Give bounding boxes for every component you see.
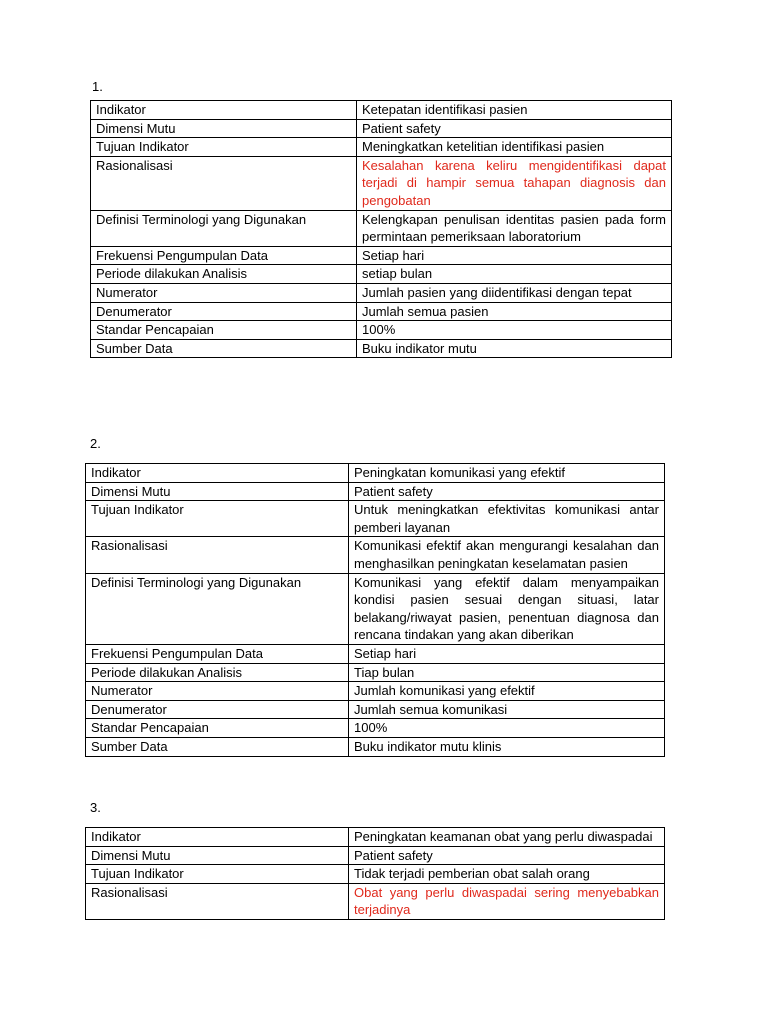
- row-label: Tujuan Indikator: [91, 138, 357, 157]
- row-value: Kesalahan karena keliru mengidentifikasi dapat terjadi di hampir semua tahapan diagnosis dan pengobatan: [357, 156, 672, 210]
- row-label: Dimensi Mutu: [91, 119, 357, 138]
- row-label: Frekuensi Pengumpulan Data: [86, 644, 349, 663]
- table-row: [86, 883, 665, 919]
- row-label: Indikator: [91, 101, 357, 120]
- row-label: Periode dilakukan Analisis: [91, 265, 357, 284]
- table-row: [91, 101, 672, 120]
- row-value: Obat yang perlu diwaspadai sering menyebabkan terjadinya: [349, 883, 665, 919]
- row-value: Patient safety: [349, 482, 665, 501]
- table-row: [91, 119, 672, 138]
- row-label: Definisi Terminologi yang Digunakan: [86, 573, 349, 644]
- table-row: [86, 482, 665, 501]
- row-label: Rasionalisasi: [86, 537, 349, 573]
- table-row: [86, 682, 665, 701]
- table-row: [91, 321, 672, 340]
- row-value: Ketepatan identifikasi pasien: [357, 101, 672, 120]
- row-label: Numerator: [91, 283, 357, 302]
- row-label: Indikator: [86, 828, 349, 847]
- row-value: Komunikasi yang efektif dalam menyampaikan kondisi pasien sesuai dengan situasi, latar belakang/riwayat pasien, penentuan diagnosa dan rencana tindakan yang akan diberikan: [349, 573, 665, 644]
- table-row: [91, 302, 672, 321]
- row-value: Untuk meningkatkan efektivitas komunikasi antar pemberi layanan: [349, 501, 665, 537]
- row-label: Tujuan Indikator: [86, 501, 349, 537]
- row-label: Standar Pencapaian: [91, 321, 357, 340]
- row-label: Periode dilakukan Analisis: [86, 663, 349, 682]
- row-label: Denumerator: [86, 700, 349, 719]
- row-value: Jumlah komunikasi yang efektif: [349, 682, 665, 701]
- table-row: [91, 265, 672, 284]
- table-row: [86, 644, 665, 663]
- indicator-table-2: [85, 463, 665, 757]
- row-value: Kelengkapan penulisan identitas pasien pada form permintaan pemeriksaan laboratorium: [357, 210, 672, 246]
- table-row: [91, 156, 672, 210]
- row-label: Definisi Terminologi yang Digunakan: [91, 210, 357, 246]
- row-label: Standar Pencapaian: [86, 719, 349, 738]
- table-row: [86, 573, 665, 644]
- row-label: Sumber Data: [91, 339, 357, 358]
- row-value: Meningkatkan ketelitian identifikasi pasien: [357, 138, 672, 157]
- row-label: Numerator: [86, 682, 349, 701]
- row-label: Tujuan Indikator: [86, 865, 349, 884]
- indicator-table-1: [90, 100, 672, 358]
- table-row: [86, 663, 665, 682]
- row-value: Peningkatan komunikasi yang efektif: [349, 464, 665, 483]
- row-label: Dimensi Mutu: [86, 482, 349, 501]
- row-label: Frekuensi Pengumpulan Data: [91, 246, 357, 265]
- row-label: Indikator: [86, 464, 349, 483]
- table-row: [91, 246, 672, 265]
- table-row: [91, 138, 672, 157]
- table-row: [86, 846, 665, 865]
- table-row: [91, 339, 672, 358]
- row-value: 100%: [357, 321, 672, 340]
- row-label: Dimensi Mutu: [86, 846, 349, 865]
- table-row: [91, 210, 672, 246]
- row-value: Patient safety: [349, 846, 665, 865]
- indicator-table-3: [85, 827, 665, 920]
- table-row: [86, 828, 665, 847]
- table-row: [86, 501, 665, 537]
- table-row: [86, 464, 665, 483]
- row-value: Buku indikator mutu: [357, 339, 672, 358]
- row-value: 100%: [349, 719, 665, 738]
- row-value: Setiap hari: [349, 644, 665, 663]
- row-label: Rasionalisasi: [91, 156, 357, 210]
- table-row: [86, 537, 665, 573]
- row-label: Denumerator: [91, 302, 357, 321]
- row-value: Jumlah semua komunikasi: [349, 700, 665, 719]
- table-row: [86, 719, 665, 738]
- row-value: setiap bulan: [357, 265, 672, 284]
- table-row: [86, 737, 665, 756]
- section-3-number: 3.: [90, 800, 101, 815]
- row-value: Tidak terjadi pemberian obat salah orang: [349, 865, 665, 884]
- row-value: Peningkatan keamanan obat yang perlu diwaspadai: [349, 828, 665, 847]
- row-label: Rasionalisasi: [86, 883, 349, 919]
- row-value: Setiap hari: [357, 246, 672, 265]
- table-row: [86, 865, 665, 884]
- section-1-number: 1.: [92, 79, 103, 94]
- row-value: Komunikasi efektif akan mengurangi kesalahan dan menghasilkan peningkatan keselamatan pasien: [349, 537, 665, 573]
- row-value: Buku indikator mutu klinis: [349, 737, 665, 756]
- row-label: Sumber Data: [86, 737, 349, 756]
- table-row: [91, 283, 672, 302]
- row-value: Jumlah pasien yang diidentifikasi dengan tepat: [357, 283, 672, 302]
- row-value: Tiap bulan: [349, 663, 665, 682]
- table-row: [86, 700, 665, 719]
- section-2-number: 2.: [90, 436, 101, 451]
- row-value: Jumlah semua pasien: [357, 302, 672, 321]
- row-value: Patient safety: [357, 119, 672, 138]
